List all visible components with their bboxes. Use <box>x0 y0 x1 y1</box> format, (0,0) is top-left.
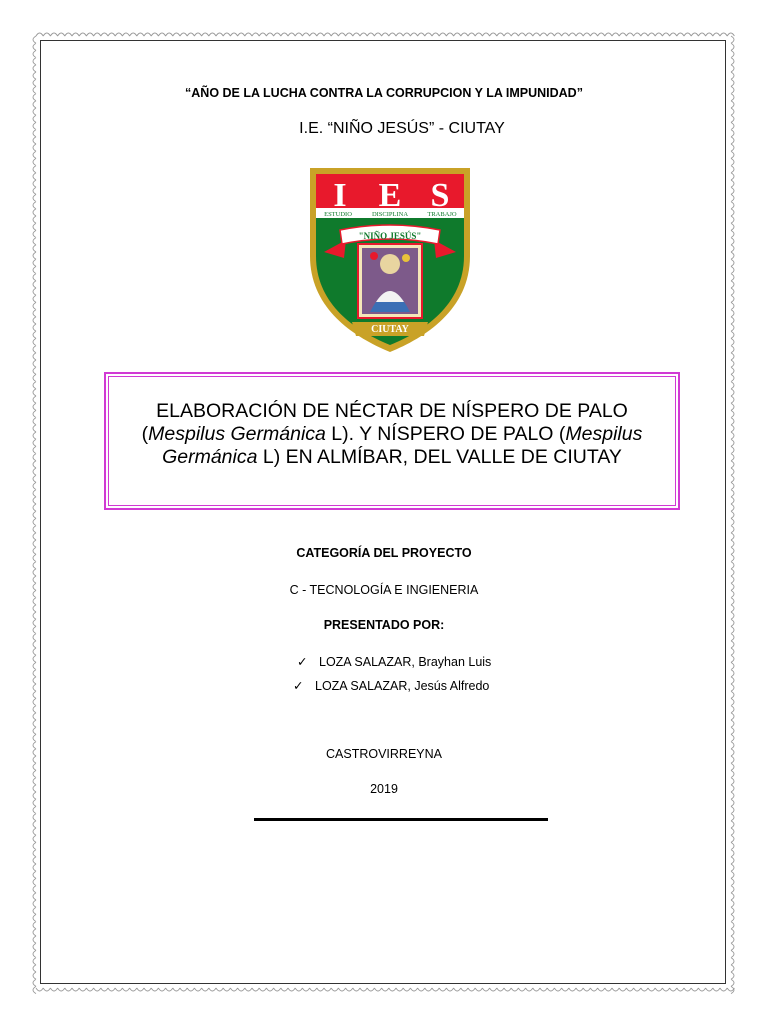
year-motto: “AÑO DE LA LUCHA CONTRA LA CORRUPCION Y LA IMPUNIDAD” <box>185 86 583 100</box>
crest-motto-disciplina: DISCIPLINA <box>371 211 409 218</box>
crest-letter-e: E <box>378 177 402 214</box>
project-title-box <box>104 372 680 510</box>
author-item <box>293 678 489 693</box>
title-line-3-rest: L) EN ALMÍBAR, DEL VALLE DE CIUTAY <box>257 446 622 468</box>
category-label: CATEGORÍA DEL PROYECTO <box>296 546 472 560</box>
crest-banner: "NIÑO JESÚS" <box>358 231 422 241</box>
presented-by-label: PRESENTADO POR: <box>323 618 445 632</box>
crest-motto-trabajo: TRABAJO <box>427 211 457 218</box>
school-name: I.E. “NIÑO JESÚS” - CIUTAY <box>299 120 505 137</box>
checkmark-icon: ✓ <box>293 679 304 693</box>
title-species-name-2: Mespilus <box>565 423 643 445</box>
author-name: LOZA SALAZAR, Jesús Alfredo <box>315 679 490 693</box>
crest-place: CIUTAY <box>371 324 409 335</box>
signature-rule <box>254 818 548 821</box>
author-item <box>297 654 491 669</box>
title-line-1: ELABORACIÓN DE NÉCTAR DE NÍSPERO DE PALO <box>156 400 628 422</box>
crest-letter-s: S <box>430 177 450 214</box>
title-species-name-3: Germánica <box>162 446 258 468</box>
project-title <box>112 400 672 469</box>
crest-letter-i: I <box>333 177 347 214</box>
title-line-2-mid: L). Y NÍSPERO DE PALO ( <box>325 423 566 445</box>
crest-motto-estudio: ESTUDIO <box>324 211 352 218</box>
document-year: 2019 <box>370 782 398 796</box>
category-value: C - TECNOLOGÍA E INGIENERIA <box>289 583 479 597</box>
checkmark-icon: ✓ <box>297 655 308 669</box>
title-line-2-open: ( <box>141 423 149 445</box>
city-name: CASTROVIRREYNA <box>326 747 442 761</box>
author-name: LOZA SALAZAR, Brayhan Luis <box>319 655 492 669</box>
school-crest-logo <box>304 160 476 356</box>
title-species-name: Mespilus Germánica <box>148 423 326 445</box>
